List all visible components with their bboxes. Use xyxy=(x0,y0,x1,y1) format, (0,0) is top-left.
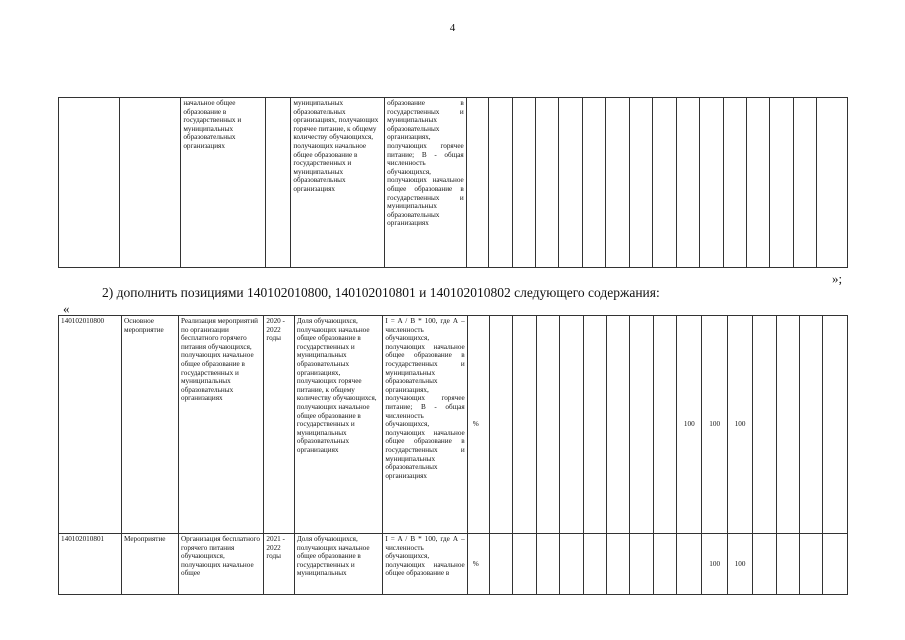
position-formula: I = A / B * 100, где А – численность обучающихся, получающих начальное общее образование в государственных и муниципальных образовательных организациях, получающих горячее питание; В - общая численность обучающихся, получающих начальное общее образование в государственных и муниципальных образовательных организациях xyxy=(383,316,467,534)
cell-empty xyxy=(120,98,181,268)
continuation-row xyxy=(59,98,848,268)
cell-formula-continued: образование в государственных и муниципальных образовательных организациях, получающих горячее питание; В - общая численность обучающихся, получающих начальное общее образование в государственных и муниципальных образовательных организациях xyxy=(385,98,467,268)
cell-empty xyxy=(265,98,290,268)
positions-table xyxy=(58,315,848,595)
opening-quote: « xyxy=(63,301,70,316)
value-cell xyxy=(677,534,702,595)
position-name: Реализация мероприятий по организации бесплатного горячего питания обучающихся, получающих начальное общее образование в государственных и муниципальных образовательных организациях xyxy=(178,316,263,534)
position-indicator: Доля обучающихся, получающих начальное общее образование в государственных и муниципальных xyxy=(294,534,382,595)
cell-name-continued: начальное общее образование в государственных и муниципальных образовательных организациях xyxy=(181,98,266,268)
table-row xyxy=(59,316,848,534)
position-code: 140102010801 xyxy=(59,534,122,595)
page-number: 4 xyxy=(449,22,456,34)
position-indicator: Доля обучающихся, получающих начальное общее образование в государственных и муниципальных образовательных организациях, получающих горячее питание, к общему количеству обучающихся, получающих начальное общее образование в государственных и муниципальных образовательных организациях xyxy=(294,316,382,534)
table-row xyxy=(59,534,848,595)
position-name: Организация бесплатного горячего питания обучающихся, получающих начальное общее xyxy=(178,534,263,595)
continuation-table xyxy=(58,97,848,268)
position-formula: I = A / B * 100, где А – численность обучающихся, получающих начальное общее образование в xyxy=(383,534,467,595)
cell-empty xyxy=(59,98,120,268)
value-cell: 100 xyxy=(702,316,727,534)
position-unit: % xyxy=(467,534,489,595)
position-years: 2021 - 2022 годы xyxy=(264,534,295,595)
position-type: Основное мероприятие xyxy=(122,316,179,534)
position-code: 140102010800 xyxy=(59,316,122,534)
amendment-instruction: 2) дополнить позициями 140102010800, 140102010801 и 140102010802 следующего содержания: xyxy=(102,285,660,300)
position-type: Мероприятие xyxy=(122,534,179,595)
value-cell: 100 xyxy=(727,316,752,534)
position-years: 2020 - 2022 годы xyxy=(264,316,295,534)
position-unit: % xyxy=(467,316,489,534)
value-cell: 100 xyxy=(702,534,727,595)
value-cell: 100 xyxy=(677,316,702,534)
cell-indicator-continued: муниципальных образовательных организациях, получающих горячее питание, к общему количеству обучающихся, получающих начальное общее образование в государственных и муниципальных образовательных организациях xyxy=(291,98,385,268)
value-cell: 100 xyxy=(727,534,752,595)
closing-quote: »; xyxy=(832,271,843,286)
